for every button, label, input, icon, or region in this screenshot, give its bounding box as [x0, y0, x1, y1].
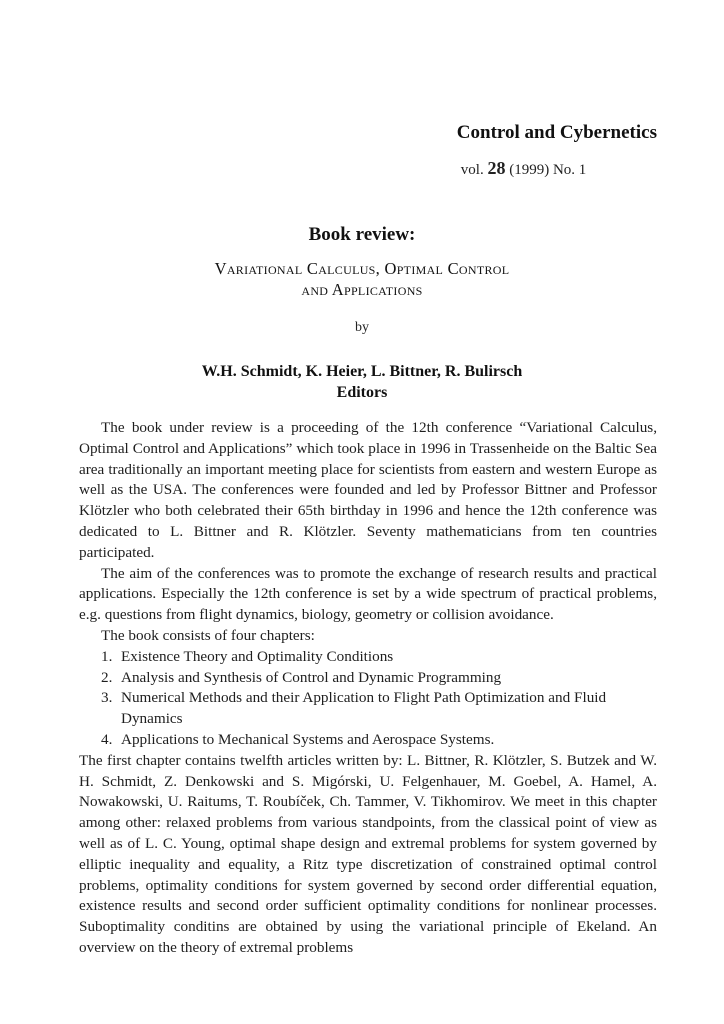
- chapter-number: 2.: [101, 668, 113, 686]
- chapter-item: [101, 647, 657, 668]
- review-label: Book review:: [308, 224, 416, 245]
- issue-suffix: (1999) No. 1: [509, 162, 587, 178]
- authors: W.H. Schmidt, K. Heier, L. Bittner, R. Bulirsch: [201, 363, 523, 380]
- chapter-number: 4.: [101, 730, 113, 748]
- issue-prefix: vol.: [460, 162, 484, 178]
- journal-issue: [461, 158, 657, 179]
- chapter-title: Applications to Mechanical Systems and Aerospace Systems.: [121, 730, 495, 748]
- chapter-number: 1.: [101, 647, 113, 665]
- chapter-title: Numerical Methods and their Application to Flight Path Optimization and Fluid Dynamics: [121, 689, 607, 728]
- chapter-item: [101, 730, 657, 751]
- chapter-item: [101, 668, 657, 689]
- review-body: [79, 418, 657, 959]
- book-title: [0, 258, 724, 300]
- paragraph-1: The book under review is a proceeding of the 12th conference “Variational Calculus, Optimal Control and Applications” which took place in 1996 in Trassenheide on the Baltic Sea area traditionally an important meeting place for scientists from eastern and western Europe as well as the USA. The conferences were founded and led by Professor Bittner and Professor Klötzler who both celebrated their 65th birthday in 1996 and hence the 12th conference was dedicated to L. Bittner and R. Klötzler. Seventy mathematicians from ten countries participated.: [79, 419, 657, 561]
- chapter-list: [79, 647, 657, 751]
- chapter-title: Analysis and Synthesis of Control and Dynamic Programming: [121, 668, 502, 686]
- chapter-item: [101, 688, 657, 730]
- paragraph-2: The aim of the conferences was to promote the exchange of research results and practical applications. Especially the 12th conference is set by a wide spectrum of practical problems, e.g. questions from flight dynamics, biology, geometry or collision avoidance.: [79, 564, 657, 624]
- paragraph-4: The first chapter contains twelfth articles written by: L. Bittner, R. Klötzler, S. Butzek and W. H. Schmidt, Z. Denkowski and S. Migórski, U. Felgenhauer, M. Goebel, A. Hamel, A. Nowakowski, U. Raitums, T. Roubíček, Ch. Tammer, V. Tikhomirov. We meet in this chapter among other: relaxed problems from various standpoints, from the classical point of view as well as of L. C. Young, optimal shape design and extremal problems for system governed by elliptic inequality and equality, a Ritz type discretization of constrained optimal control problems, optimality conditions for system governed by second order differential equation, existence results and second order sufficient optimality conditions for nonlinear processes. Suboptimality conditins are obtained by using the variational principle of Ekeland. An overview on the theory of extremal problems: [79, 751, 657, 956]
- journal-name: Control and Cybernetics: [456, 122, 657, 143]
- volume-number: 28: [487, 158, 506, 178]
- book-title-line2: and Applications: [301, 280, 423, 299]
- editors-label: Editors: [336, 384, 388, 401]
- journal-header: [457, 122, 657, 179]
- by-word: by: [355, 320, 369, 335]
- book-title-line1: Variational Calculus, Optimal Control: [214, 259, 510, 278]
- authors-block: [0, 361, 724, 403]
- chapter-number: 3.: [101, 689, 113, 707]
- chapter-title: Existence Theory and Optimality Conditions: [121, 647, 394, 665]
- paragraph-3: The book consists of four chapters:: [101, 626, 315, 644]
